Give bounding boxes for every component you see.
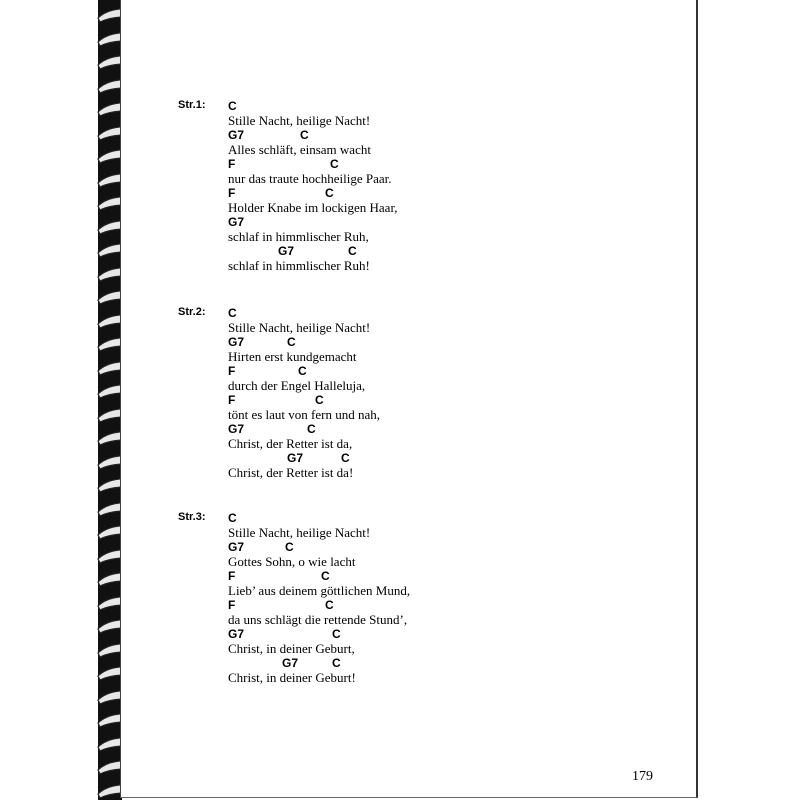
chord: F <box>228 364 236 378</box>
chord: C <box>315 393 324 407</box>
lyric-line: Christ, in deiner Geburt! <box>228 670 356 685</box>
lyric-line: Christ, in deiner Geburt, <box>228 641 355 656</box>
lyric-line: schlaf in himmlischer Ruh! <box>228 258 370 273</box>
chord: G7 <box>278 244 295 258</box>
lyric-line: Lieb’ aus deinem göttlichen Mund, <box>228 583 411 598</box>
page-number: 179 <box>632 769 653 784</box>
lyric-line: Gottes Sohn, o wie lacht <box>228 554 356 569</box>
chord: C <box>307 422 316 436</box>
chord: C <box>228 306 237 320</box>
chord: C <box>298 364 307 378</box>
chord: F <box>228 157 236 171</box>
songbook-page <box>120 0 698 798</box>
chord: G7 <box>228 215 245 229</box>
chord: F <box>228 569 236 583</box>
lyric-line: tönt es laut von fern und nah, <box>228 407 380 422</box>
chord: C <box>228 99 237 113</box>
chord: G7 <box>228 422 245 436</box>
lyric-line: Stille Nacht, heilige Nacht! <box>228 113 371 128</box>
chord: G7 <box>228 627 245 641</box>
stanza-label: Str.1: <box>178 99 206 111</box>
chord: C <box>325 186 334 200</box>
stanza-label: Str.3: <box>178 511 206 523</box>
lyric-line: schlaf in himmlischer Ruh, <box>228 229 369 244</box>
stanza-label: Str.2: <box>178 306 206 318</box>
lyric-line: nur das traute hochheilige Paar. <box>228 171 392 186</box>
chord: C <box>228 511 237 525</box>
lyric-line: Stille Nacht, heilige Nacht! <box>228 525 371 540</box>
chord: C <box>287 335 296 349</box>
chord: C <box>332 656 341 670</box>
lyric-line: Alles schläft, einsam wacht <box>228 142 371 157</box>
chord: G7 <box>282 656 299 670</box>
chord: G7 <box>287 451 304 465</box>
chord: C <box>321 569 330 583</box>
lyric-line: da uns schlägt die rettende Stund’, <box>228 612 408 627</box>
chord: F <box>228 186 236 200</box>
chord: C <box>285 540 294 554</box>
lyric-line: Christ, der Retter ist da, <box>228 436 353 451</box>
lyric-line: durch der Engel Halleluja, <box>228 378 366 393</box>
lyric-line: Christ, der Retter ist da! <box>228 465 354 480</box>
chord: C <box>300 128 309 142</box>
chord: F <box>228 393 236 407</box>
chord: C <box>341 451 350 465</box>
chord: C <box>348 244 357 258</box>
chord: G7 <box>228 540 245 554</box>
chord: F <box>228 598 236 612</box>
lyric-line: Stille Nacht, heilige Nacht! <box>228 320 371 335</box>
chord: C <box>325 598 334 612</box>
chord: G7 <box>228 128 245 142</box>
lyric-line: Hirten erst kundgemacht <box>228 349 357 364</box>
chord: G7 <box>228 335 245 349</box>
lyric-line: Holder Knabe im lockigen Haar, <box>228 200 398 215</box>
chord: C <box>330 157 339 171</box>
chord: C <box>332 627 341 641</box>
